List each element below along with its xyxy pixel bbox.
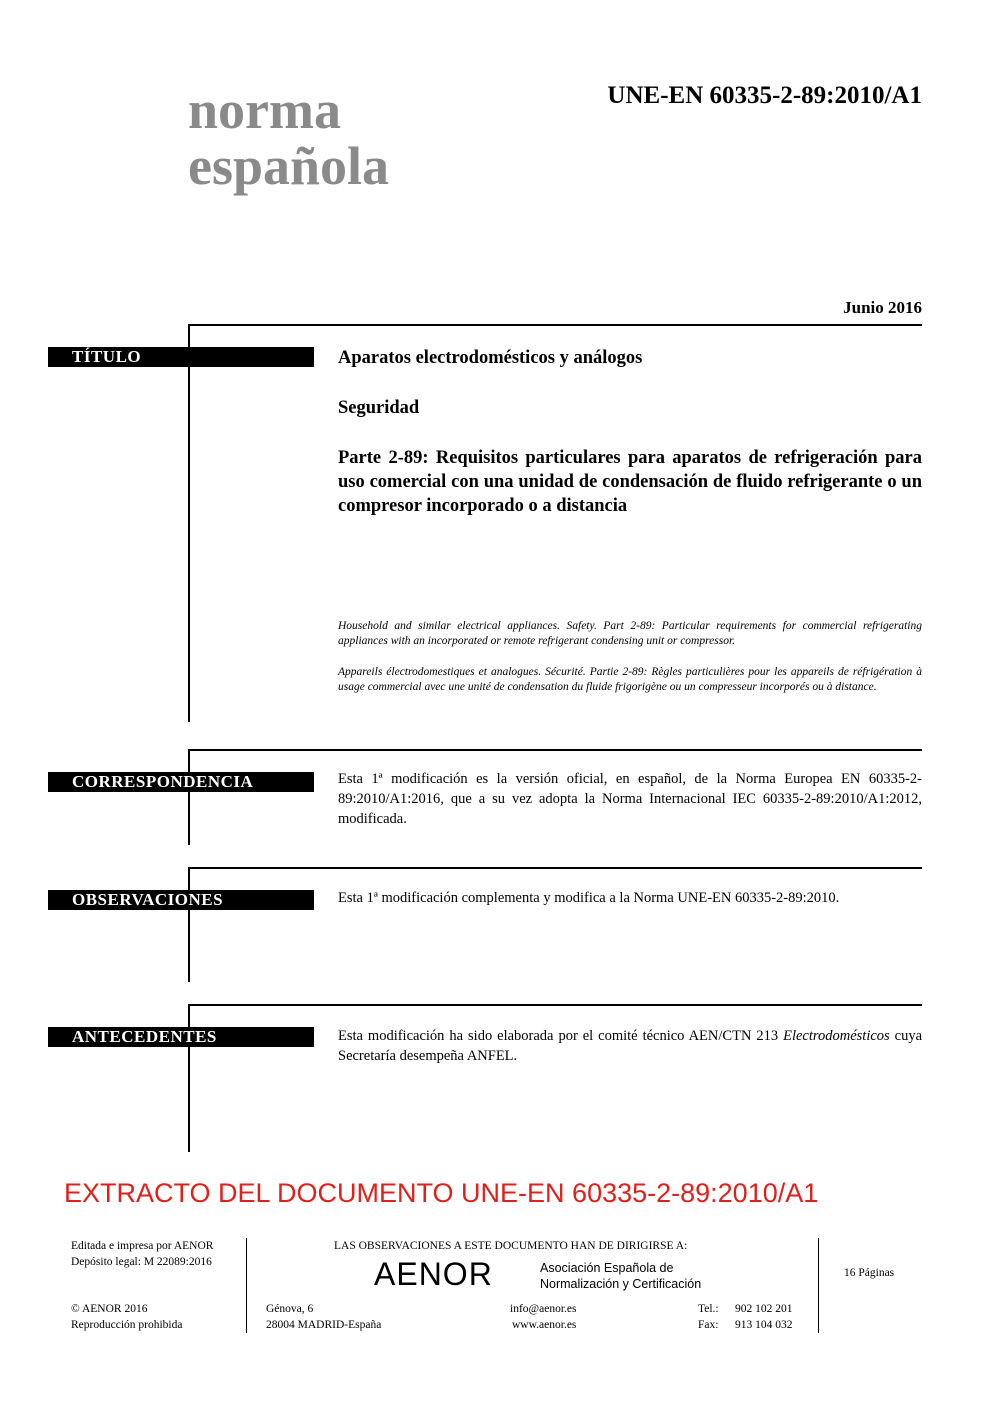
vertical-rule-observaciones [188,867,190,982]
extract-notice: EXTRACTO DEL DOCUMENTO UNE-EN 60335-2-89:2010/A1 [64,1178,819,1208]
divider-titulo [188,324,922,326]
antecedentes-text-end: cuya Secretaría desempeña ANFEL. [338,1028,922,1064]
footer-email[interactable]: info@aenor.es [510,1303,577,1315]
divider-observaciones [188,867,922,869]
aenor-association-line-2: Normalización y Certificación [540,1277,702,1291]
section-label-correspondencia: CORRESPONDENCIA [48,772,314,792]
footer-website[interactable]: www.aenor.es [512,1319,577,1331]
title-line-1: Aparatos electrodomésticos y análogos [338,348,643,368]
brand-wordmark [188,82,389,194]
footer-page-count: 16 Páginas [844,1267,895,1279]
title-english: Household and similar electrical appliances. Safety. Part 2-89: Particular requirements for commercial refrigerating appliances with an incorporated or remote refrigerant condensing unit or compressor. [338,620,922,647]
title-line-2: Seguridad [338,398,420,418]
footer-fax-label: Fax: [698,1319,719,1331]
divider-correspondencia [188,749,922,751]
vertical-rule-titulo [188,324,190,722]
footer-address-line-1: Génova, 6 [266,1303,314,1315]
antecedentes-text-start: Esta modificación ha sido elaborada por el comité técnico AEN/CTN 213 [338,1028,784,1044]
standard-code: UNE-EN 60335-2-89:2010/A1 [607,82,922,109]
aenor-logo: AENOR [374,1256,493,1292]
footer-copyright: © AENOR 2016 [71,1303,148,1315]
footer-edited: Editada e impresa por AENOR [71,1240,214,1252]
title-french: Appareils électrodomestiques et analogues. Sécurité. Partie 2-89: Règles particulières pour les appareils de réfrigération à usage commercial avec une unité de condensation du fluide frigorigène ou un compresseur incorporés ou à distance. [338,666,922,693]
correspondencia-text: Esta 1ª modificación es la versión oficial, en español, de la Norma Europea EN 60335-2-89:2010/A1:2016, que a su vez adopta la Norma Internacional IEC 60335-2-89:2010/A1:2012, modificada. [338,771,922,827]
title-line-3: Parte 2-89: Requisitos particulares para aparatos de refrigeración para uso comercial con una unidad de condensación de fluido refrigerante o un compresor incorporado o a distancia [338,448,922,516]
vertical-rule-correspondencia [188,749,190,845]
aenor-association-name [540,1260,701,1292]
aenor-association-line-1: Asociación Española de [540,1261,674,1275]
observaciones-text: Esta 1ª modificación complementa y modifica a la Norma UNE-EN 60335-2-89:2010. [338,890,840,906]
footer-address-line-2: 28004 MADRID-España [266,1319,382,1331]
section-label-observaciones: OBSERVACIONES [48,890,314,910]
antecedentes-text [338,1026,922,1066]
footer-divider-left [246,1238,247,1333]
section-label-antecedentes: ANTECEDENTES [48,1027,314,1047]
footer-fax: 913 104 032 [735,1319,793,1331]
section-label-titulo: TÍTULO [48,347,314,367]
brand-line-2: española [188,136,390,196]
antecedentes-committee-name: Electrodomésticos [783,1028,890,1044]
footer-tel: 902 102 201 [735,1303,793,1315]
brand-line-1: norma [188,80,341,140]
publication-date: Junio 2016 [843,298,922,317]
footer-reproduction: Reproducción prohibida [71,1319,183,1331]
footer-deposit: Depósito legal: M 22089:2016 [71,1256,212,1268]
footer-divider-right [818,1238,819,1333]
divider-antecedentes [188,1004,922,1006]
footer-tel-label: Tel.: [698,1303,719,1315]
footer-observations-heading: LAS OBSERVACIONES A ESTE DOCUMENTO HAN DE DIRIGIRSE A: [334,1240,688,1252]
